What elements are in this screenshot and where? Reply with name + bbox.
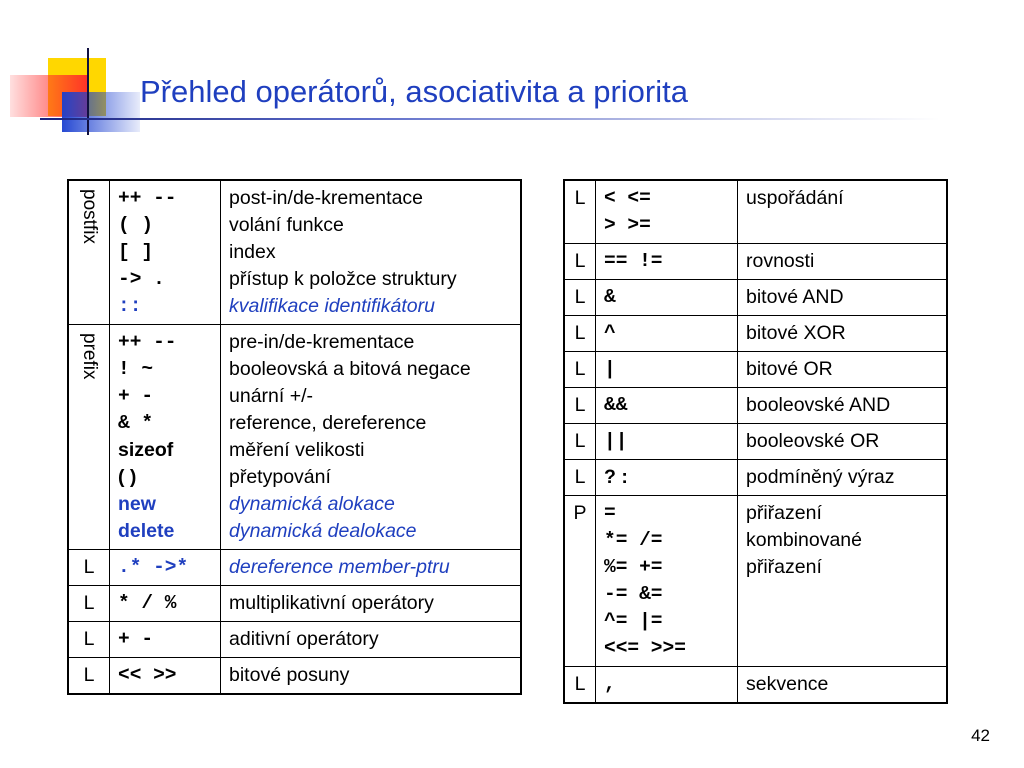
- description: unární +/-: [229, 385, 314, 407]
- operator: delete: [118, 520, 175, 542]
- description-cell: bitové AND: [738, 280, 948, 316]
- description-cell: booleovské OR: [738, 424, 948, 460]
- assoc-cell: [68, 180, 110, 325]
- assoc-cell: P: [564, 496, 596, 667]
- description: index: [229, 241, 276, 263]
- operators-table-right: [563, 179, 948, 704]
- description-cell: podmíněný výraz: [738, 460, 948, 496]
- assoc-label: prefix: [79, 333, 100, 380]
- table-row: [564, 316, 947, 352]
- description: dynamická alokace: [229, 493, 395, 515]
- operator-cell: [110, 325, 221, 550]
- operator-cell: == !=: [596, 244, 738, 280]
- description: dynamická dealokace: [229, 520, 417, 542]
- assoc-cell: L: [564, 352, 596, 388]
- description-cell: bitové OR: [738, 352, 948, 388]
- assoc-cell: L: [564, 460, 596, 496]
- assoc-cell: L: [564, 244, 596, 280]
- table-row: [68, 180, 521, 325]
- operator: ++ --: [118, 331, 177, 353]
- description-cell: [221, 180, 522, 325]
- operator: -> .: [118, 268, 165, 290]
- table-row: [564, 388, 947, 424]
- assoc-cell: L: [564, 280, 596, 316]
- operator: < <=: [604, 187, 651, 209]
- operator: -= &=: [604, 583, 663, 605]
- description: přiřazení: [746, 556, 822, 578]
- description-cell: sekvence: [738, 667, 948, 704]
- operator: ( ): [118, 214, 154, 236]
- assoc-cell: [68, 325, 110, 550]
- table-row: [564, 280, 947, 316]
- description: měření velikosti: [229, 439, 365, 461]
- assoc-cell: L: [564, 388, 596, 424]
- operator: + -: [118, 385, 154, 407]
- operator: ! ~: [118, 358, 154, 380]
- assoc-cell: L: [68, 658, 110, 695]
- operator-cell: ,: [596, 667, 738, 704]
- description-cell: bitové posuny: [221, 658, 522, 695]
- operator-cell: |: [596, 352, 738, 388]
- description: post-in/de-krementace: [229, 187, 424, 209]
- operator-cell: ^: [596, 316, 738, 352]
- assoc-cell: L: [564, 424, 596, 460]
- description-cell: aditivní operátory: [221, 622, 522, 658]
- operator: *= /=: [604, 529, 663, 551]
- operator-cell: [596, 180, 738, 244]
- operator: ^= |=: [604, 610, 663, 632]
- description: volání funkce: [229, 214, 344, 236]
- operator-cell: .* ->*: [110, 550, 221, 586]
- operator: ::: [118, 295, 142, 317]
- slide-title: Přehled operátorů, asociativita a priorita: [140, 74, 688, 109]
- description-cell: [221, 325, 522, 550]
- table-row: [564, 244, 947, 280]
- operator: [ ]: [118, 241, 154, 263]
- description: kombinované: [746, 529, 862, 551]
- description: pre-in/de-krementace: [229, 331, 415, 353]
- table-row: [68, 325, 521, 550]
- assoc-cell: L: [68, 586, 110, 622]
- assoc-label: postfix: [79, 189, 100, 244]
- description-cell: rovnosti: [738, 244, 948, 280]
- table-row: [564, 496, 947, 667]
- description: reference, dereference: [229, 412, 427, 434]
- operator: <<= >>=: [604, 637, 686, 659]
- table-row: [564, 180, 947, 244]
- operators-table-left: [67, 179, 522, 695]
- operator: > >=: [604, 214, 651, 236]
- description: kvalifikace identifikátoru: [229, 295, 435, 317]
- assoc-cell: L: [564, 316, 596, 352]
- operator-cell: &&: [596, 388, 738, 424]
- assoc-cell: L: [68, 622, 110, 658]
- operator-cell: [596, 496, 738, 667]
- assoc-cell: L: [68, 550, 110, 586]
- title-underline: [40, 118, 940, 120]
- operator-cell: ? :: [596, 460, 738, 496]
- description-cell: uspořádání: [738, 180, 948, 244]
- description-cell: [738, 496, 948, 667]
- operator: ( ): [118, 466, 137, 488]
- description: přiřazení: [746, 502, 822, 524]
- assoc-cell: L: [564, 180, 596, 244]
- description-cell: multiplikativní operátory: [221, 586, 522, 622]
- operator: new: [118, 493, 156, 515]
- table-row: [564, 460, 947, 496]
- description: přetypování: [229, 466, 331, 488]
- page-number: 42: [971, 726, 990, 745]
- description-cell: dereference member-ptru: [221, 550, 522, 586]
- operator-cell: &: [596, 280, 738, 316]
- description-cell: bitové XOR: [738, 316, 948, 352]
- table-row: [564, 352, 947, 388]
- operator-cell: + -: [110, 622, 221, 658]
- operator-cell: << >>: [110, 658, 221, 695]
- operator: %= +=: [604, 556, 663, 578]
- table-row: [68, 658, 521, 695]
- table-row: [564, 424, 947, 460]
- operator: =: [604, 502, 616, 524]
- operator-cell: ||: [596, 424, 738, 460]
- operator: sizeof: [118, 439, 174, 461]
- operator: & *: [118, 412, 154, 434]
- table-row: [68, 622, 521, 658]
- description: booleovská a bitová negace: [229, 358, 471, 380]
- assoc-cell: L: [564, 667, 596, 704]
- description-cell: booleovské AND: [738, 388, 948, 424]
- operator: ++ --: [118, 187, 177, 209]
- table-row: [564, 667, 947, 704]
- operator-cell: * / %: [110, 586, 221, 622]
- table-row: [68, 550, 521, 586]
- operator-cell: [110, 180, 221, 325]
- description: přístup k položce struktury: [229, 268, 457, 290]
- table-row: [68, 586, 521, 622]
